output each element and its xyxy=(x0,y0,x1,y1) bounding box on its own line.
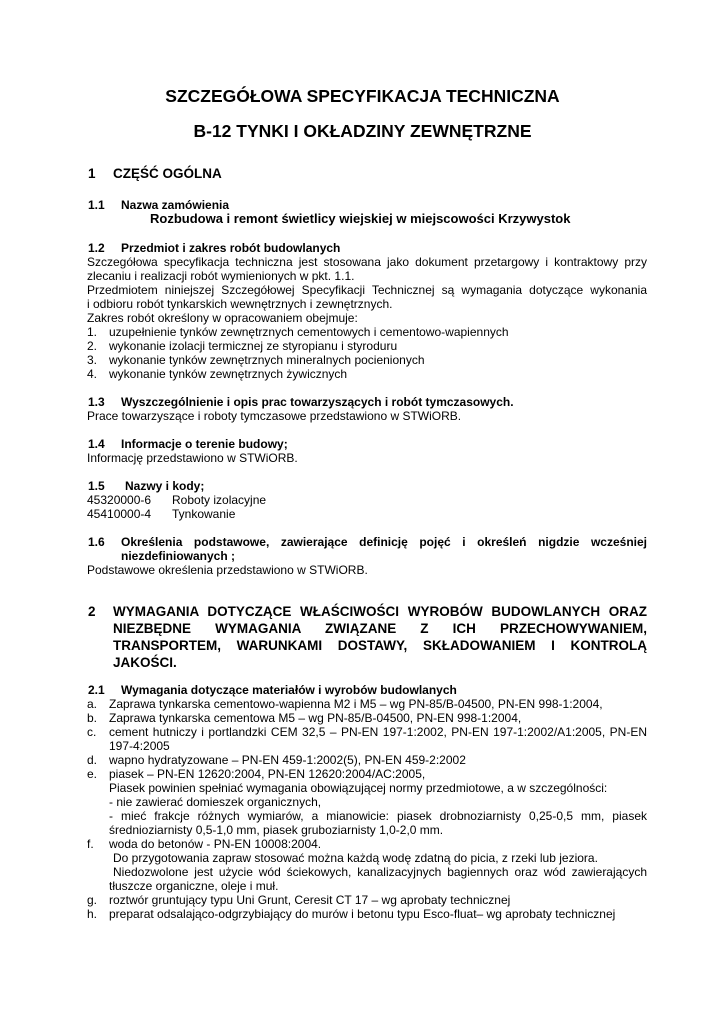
paragraph-line: Zakres robót określony w opracowaniem obejmuje: xyxy=(87,311,358,325)
list-letter: g. xyxy=(87,893,98,907)
section-1-2-heading: Przedmiot i zakres robót budowlanych xyxy=(121,241,341,255)
cpv-code: 45410000-4 xyxy=(87,507,152,521)
section-2-number: 2 xyxy=(88,604,96,619)
list-item: Zaprawa tynkarska cementowa M5 – wg PN-85/B-04500, PN-EN 998-1:2004, xyxy=(109,711,522,725)
list-item: cement hutniczy i portlandzki CEM 32,5 – PN-EN 197-1:2002, PN-EN 197-1:2002/A1:2005, PN-EN xyxy=(109,725,647,739)
paragraph-line: Podstawowe określenia przedstawiono w STWiORB. xyxy=(87,563,368,577)
list-number: 2. xyxy=(87,339,98,353)
list-item-cont: - nie zawierać domieszek organicznych, xyxy=(109,795,322,809)
list-item-cont: Niedozwolone jest użycie wód ściekowych, kanalizacyjnych bagiennych oraz wód zawierających xyxy=(113,865,647,879)
section-1-5-number: 1.5 xyxy=(88,479,105,493)
section-1-4-heading: Informacje o terenie budowy; xyxy=(121,437,288,451)
paragraph-line: Prace towarzyszące i roboty tymczasowe przedstawiono w STWiORB. xyxy=(87,409,462,423)
paragraph-line: Informację przedstawiono w STWiORB. xyxy=(87,451,298,465)
paragraph-line: i odbioru robót tynkarskich wewnętrznych i zewnętrznych. xyxy=(87,297,393,311)
list-item: wapno hydratyzowane – PN-EN 459-1:2002(5), PN-EN 459-2:2002 xyxy=(109,753,466,767)
section-1-3-number: 1.3 xyxy=(88,395,105,409)
section-1-4-number: 1.4 xyxy=(88,437,105,451)
section-2-1-number: 2.1 xyxy=(88,683,105,697)
section-1-heading: CZĘŚĆ OGÓLNA xyxy=(113,166,222,181)
list-item-cont: Piasek powinien spełniać wymagania obowiązującej normy przedmiotowe, a w szczególności: xyxy=(109,781,608,795)
section-2-heading: TRANSPORTEM, WARUNKAMI DOSTAWY, SKŁADOWANIEM I KONTROLĄ xyxy=(113,638,647,653)
section-2-1-heading: Wymagania dotyczące materiałów i wyrobów budowlanych xyxy=(121,683,457,697)
list-item: wykonanie izolacji termicznej ze styropianu i styroduru xyxy=(109,339,398,353)
paragraph-line: Przedmiotem niniejszej Szczegółowej Specyfikacji Technicznej są wymagania dotyczące wykonania xyxy=(87,283,647,297)
section-1-2-number: 1.2 xyxy=(88,241,105,255)
list-item: wykonanie tynków zewnętrznych mineralnych pocienionych xyxy=(109,353,425,367)
paragraph-line: zlecaniu i realizacji robót wymienionych w pkt. 1.1. xyxy=(87,269,355,283)
section-1-1-heading: Nazwa zamówienia xyxy=(121,198,230,212)
section-2-heading: JAKOŚCI. xyxy=(113,655,177,670)
section-1-6-heading: Określenia podstawowe, zawierające definicję pojęć i określeń nigdzie wcześniej xyxy=(121,535,647,549)
section-2-heading: NIEZBĘDNE WYMAGANIA ZWIĄZANE Z ICH PRZECHOWYWANIEM, xyxy=(113,621,647,636)
list-item-cont: średnioziarnisty 0,5-1,0 mm, piasek gruboziarnisty 1,0-2,0 mm. xyxy=(109,823,444,837)
list-letter: h. xyxy=(87,907,98,921)
list-item: woda do betonów - PN-EN 10008:2004. xyxy=(109,837,322,851)
list-item-cont: 197-4:2005 xyxy=(109,739,170,753)
cpv-name: Tynkowanie xyxy=(172,507,236,521)
cpv-code: 45320000-6 xyxy=(87,493,152,507)
list-item: piasek – PN-EN 12620:2004, PN-EN 12620:2004/AC:2005, xyxy=(109,767,426,781)
list-item: uzupełnienie tynków zewnętrznych cementowych i cementowo-wapiennych xyxy=(109,325,509,339)
list-item-cont: - mieć frakcje różnych wymiarów, a mianowicie: piasek drobnoziarnisty 0,25-0,5 mm, piasek xyxy=(109,809,647,823)
section-1-number: 1 xyxy=(88,166,96,181)
list-item-cont: tłuszcze organiczne, oleje i muł. xyxy=(109,879,279,893)
cpv-name: Roboty izolacyjne xyxy=(172,493,267,507)
list-number: 1. xyxy=(87,325,98,339)
document-subtitle: B-12 TYNKI I OKŁADZINY ZEWNĘTRZNE xyxy=(193,121,532,141)
section-1-1-number: 1.1 xyxy=(88,198,105,212)
list-letter: f. xyxy=(87,837,94,851)
section-1-6-number: 1.6 xyxy=(88,535,105,549)
list-item: preparat odsalająco-odgrzybiający do murów i betonu typu Esco-fluat– wg aprobaty technicznej xyxy=(109,907,616,921)
section-1-3-heading: Wyszczególnienie i opis prac towarzyszących i robót tymczasowych. xyxy=(121,395,514,409)
section-2-heading: WYMAGANIA DOTYCZĄCE WŁAŚCIWOŚCI WYROBÓW BUDOWLANYCH ORAZ xyxy=(113,604,647,619)
list-letter: c. xyxy=(87,725,97,739)
section-1-6-heading-cont: niezdefiniowanych ; xyxy=(121,549,236,563)
list-letter: b. xyxy=(87,711,98,725)
document-title: SZCZEGÓŁOWA SPECYFIKACJA TECHNICZNA xyxy=(165,86,560,106)
paragraph-line: Szczegółowa specyfikacja techniczna jest stosowana jako dokument przetargowy i kontraktowy przy xyxy=(87,255,647,269)
list-item-cont: Do przygotowania zapraw stosować można każdą wodę zdatną do picia, z rzeki lub jeziora. xyxy=(113,851,598,865)
list-letter: d. xyxy=(87,753,98,767)
list-letter: a. xyxy=(87,697,98,711)
list-item: roztwór gruntujący typu Uni Grunt, Ceresit CT 17 – wg aprobaty technicznej xyxy=(109,893,511,907)
list-number: 4. xyxy=(87,367,98,381)
list-letter: e. xyxy=(87,767,98,781)
section-1-5-heading: Nazwy i kody; xyxy=(125,479,205,493)
list-number: 3. xyxy=(87,353,98,367)
list-item: wykonanie tynków zewnętrznych żywicznych xyxy=(109,367,348,381)
order-name: Rozbudowa i remont świetlicy wiejskiej w miejscowości Krzywystok xyxy=(150,211,571,226)
list-item: Zaprawa tynkarska cementowo-wapienna M2 i M5 – wg PN-85/B-04500, PN-EN 998-1:2004, xyxy=(109,697,603,711)
